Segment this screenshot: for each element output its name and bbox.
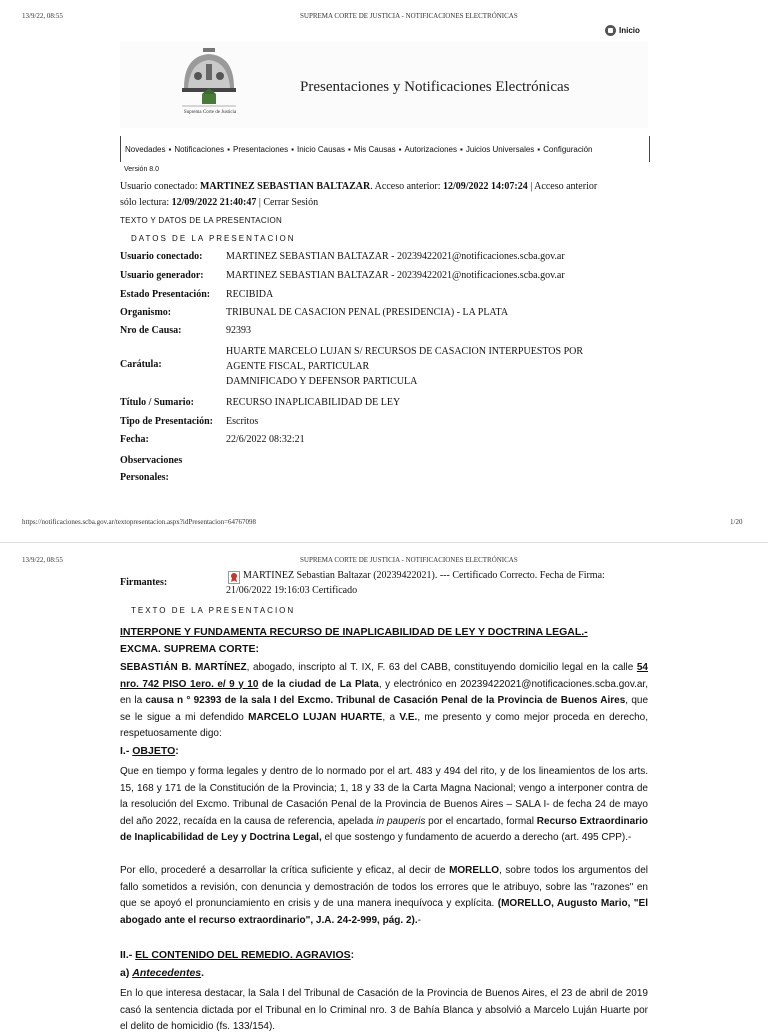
section-number: II.- xyxy=(120,949,136,961)
paragraph-intro xyxy=(120,660,648,743)
recurso-name: Recurso Extraordinario de Inaplicabilidad de Ley y Doctrina Legal, xyxy=(120,815,648,843)
user-name: MARTINEZ SEBASTIAN BALTAZAR xyxy=(199,181,371,192)
field-value-usuario-conectado: MARTINEZ SEBASTIAN BALTAZAR - 20239422021@notificaciones.scba.gov.ar xyxy=(226,251,565,262)
in-pauperis: in pauperis xyxy=(376,815,426,827)
field-label-tipo: Tipo de Presentación: xyxy=(120,416,213,427)
texto-title: TEXTO DE LA PRESENTACION xyxy=(131,606,296,615)
field-label-organismo: Organismo: xyxy=(120,307,172,318)
nav-configuracion[interactable]: Configuración xyxy=(543,144,593,154)
field-value-usuario-generador: MARTINEZ SEBASTIAN BALTAZAR - 20239422021@notificaciones.scba.gov.ar xyxy=(226,270,565,281)
caratula-line: DAMNIFICADO Y DEFENSOR PARTICULA xyxy=(226,376,418,387)
footer-url: https://notificaciones.scba.gov.ar/textopresentacion.aspx?idPresentacion=64767098 xyxy=(22,518,257,526)
nav-novedades[interactable]: Novedades xyxy=(125,144,166,154)
field-value-tipo: Escritos xyxy=(226,416,259,427)
print-date: 13/9/22, 08:55 xyxy=(22,12,63,20)
field-label-usuario-conectado: Usuario conectado: xyxy=(120,251,203,262)
subsection-antecedentes xyxy=(120,967,204,979)
field-value-estado: RECIBIDA xyxy=(226,289,274,300)
field-label-observaciones: Observaciones Personales: xyxy=(120,455,183,483)
field-label-estado: Estado Presentación: xyxy=(120,289,211,300)
main-nav: Novedades ▪ Notificaciones ▪ Presentaciones ▪ Inicio Causas ▪ Mis Causas ▪ Autorizaciones ▪ Juicios Universales ▪ Configuración xyxy=(120,136,650,162)
nav-juicios-universales[interactable]: Juicios Universales xyxy=(465,144,535,154)
ve-abbrev: V.E. xyxy=(399,711,418,723)
inicio-button[interactable] xyxy=(605,25,640,36)
text-run: , sobre todos los argumentos del fallo sometidos a revisión, con denuncia y demostración de todos los errores que le atribuyo, sobre las "razones" en que se apoyó el pronunciamiento en crisis y de una manera inequívoca y explícita. xyxy=(120,865,648,909)
text-run: Por ello, procederé a desarrollar la crítica suficiente y eficaz, al decir de xyxy=(120,865,450,876)
doc-heading: INTERPONE Y FUNDAMENTA RECURSO DE INAPLICABILIDAD DE LEY Y DOCTRINA LEGAL.- xyxy=(120,626,588,638)
section-title: OBJETO xyxy=(132,745,176,757)
citation: (MORELLO, Augusto Mario, "El abogado ante el recurso extraordinario", J.A. 24-2-999, pág. 2). xyxy=(120,898,648,926)
section-agravios xyxy=(120,949,354,961)
print-date: 13/9/22, 08:55 xyxy=(22,556,63,564)
field-label-fecha: Fecha: xyxy=(120,434,149,445)
text-run: , y electrónico en 20239422021@notificaciones.scba.gov.ar, en la xyxy=(120,678,648,706)
subsection-dot: . xyxy=(201,967,205,979)
field-label-usuario-generador: Usuario generador: xyxy=(120,270,204,281)
nav-inicio-causas[interactable]: Inicio Causas xyxy=(296,144,346,154)
text-run: el que sostengo y fundamento de acuerdo a derecho (art. 495 CPP).- xyxy=(321,832,632,843)
page-divider xyxy=(0,542,768,543)
logo-caption: Suprema Corte de Justicia xyxy=(183,110,237,115)
section-colon: : xyxy=(350,949,355,961)
user-prefix: Usuario conectado: xyxy=(120,181,200,192)
print-title: SUPREMA CORTE DE JUSTICIA - NOTIFICACIONES ELECTRÓNICAS xyxy=(300,12,518,20)
firmantes-line1: MARTINEZ Sebastian Baltazar (20239422021). --- Certificado Correcto. Fecha de Firma: xyxy=(243,570,605,581)
firmantes-label: Firmantes: xyxy=(120,577,168,588)
field-label-titulo: Título / Sumario: xyxy=(120,397,194,408)
paragraph-objeto xyxy=(120,764,648,847)
access-label: . Acceso anterior: xyxy=(370,181,443,192)
defendido-name: MARCELO LUJAN HUARTE xyxy=(248,711,383,723)
footer-page: 1/20 xyxy=(730,518,743,526)
field-value-titulo: RECURSO INAPLICABILIDAD DE LEY xyxy=(226,397,401,408)
nav-mis-causas[interactable]: Mis Causas xyxy=(353,144,396,154)
subsection-letter: a) xyxy=(120,967,133,979)
section-title: EL CONTENIDO DEL REMEDIO. AGRAVIOS xyxy=(135,949,351,961)
text-run: , que se le sigue a mi defendido xyxy=(120,695,649,723)
nav-autorizaciones[interactable]: Autorizaciones xyxy=(404,144,457,154)
morello-name: MORELLO xyxy=(449,865,500,876)
text-run: - xyxy=(417,914,421,926)
access-suffix: | Acceso anterior xyxy=(527,181,598,192)
home-icon xyxy=(605,25,616,36)
nav-notificaciones[interactable]: Notificaciones xyxy=(174,144,225,154)
logout-link[interactable]: | Cerrar Sesión xyxy=(256,197,319,208)
site-title: Presentaciones y Notificaciones Electrónicas xyxy=(300,79,570,95)
caratula-line: HUARTE MARCELO LUJAN S/ RECURSOS DE CASACION INTERPUESTOS POR xyxy=(226,346,584,357)
field-value-fecha: 22/6/2022 08:32:21 xyxy=(226,434,305,445)
text-run: , abogado, inscripto al T. IX, F. 63 del CABB, constituyendo domicilio legal en la calle xyxy=(246,662,637,673)
section-title: TEXTO Y DATOS DE LA PRESENTACION xyxy=(120,216,283,225)
legal-address: 54 nro. 742 PISO 1ero. e/ 9 y 10 xyxy=(120,662,648,690)
text-run: de la ciudad de La Plata xyxy=(258,678,379,690)
paragraph-antecedentes: En lo que interesa destacar, la Sala I del Tribunal de Casación de la Provincia de Buenos Aires, el 23 de abril de 2019 casó la sentencia dictada por el Tribunal en lo Criminal nro. 3 de Bahía Blanca y absolvió a Marcelo Luján Huarte por el delito de homicidio (fs. 133/154). xyxy=(120,988,648,1032)
causa-ref: causa n ° 92393 de la sala I del Excmo. Tribunal de Casación Penal de la Provincia de Buenos Aires xyxy=(145,695,626,706)
nav-presentaciones[interactable]: Presentaciones xyxy=(232,144,289,154)
doc-addressee: EXCMA. SUPREMA CORTE: xyxy=(120,643,260,655)
certificate-icon xyxy=(228,571,240,584)
last-access: 12/09/2022 14:07:24 xyxy=(442,181,528,192)
author-name: SEBASTIÁN B. MARTÍNEZ xyxy=(120,662,247,673)
field-value-caratula xyxy=(226,344,583,389)
text-run: , a xyxy=(382,711,400,723)
field-label-nro-causa: Nro de Causa: xyxy=(120,325,182,336)
version-label: Versión 8.0 xyxy=(124,166,160,173)
user-session-line2 xyxy=(120,197,318,208)
text-run: Que en tiempo y forma legales y dentro de lo normado por el art. 483 y 494 del rito, y de los lineamientos de los arts. 15, 168 y 171 de la Constitución de la Provincia; 1, 18 y 33 de la Carta Magna Nacional; vengo a interponer contra de la resolución del Excmo. Tribunal de Casación Penal de la Provincia de Buenos Aires – SALA I- de fecha 24 de mayo del año 2022, recaída en la causa de referencia, apelada xyxy=(120,766,648,827)
text-run: , me presento y como mejor proceda en derecho, respetuosamente digo: xyxy=(120,711,649,739)
section-colon: : xyxy=(175,745,179,757)
paragraph-morello xyxy=(120,863,648,929)
readonly-label: sólo lectura: xyxy=(120,197,172,208)
field-label-caratula: Carátula: xyxy=(120,359,162,370)
subsection-title: Antecedentes xyxy=(132,967,202,979)
datos-title: DATOS DE LA PRESENTACION xyxy=(131,234,296,243)
field-value-organismo: TRIBUNAL DE CASACION PENAL (PRESIDENCIA) - LA PLATA xyxy=(226,307,509,318)
print-title: SUPREMA CORTE DE JUSTICIA - NOTIFICACIONES ELECTRÓNICAS xyxy=(300,556,518,564)
last-readonly: 12/09/2022 21:40:47 xyxy=(171,197,257,208)
caratula-line: AGENTE FISCAL, PARTICULAR xyxy=(226,361,370,372)
user-session-line1 xyxy=(120,181,650,192)
field-value-nro-causa: 92393 xyxy=(226,325,251,336)
section-number: I.- xyxy=(120,745,133,757)
section-objeto xyxy=(120,745,179,757)
firmantes-line2: 21/06/2022 19:16:03 Certificado xyxy=(226,585,358,596)
inicio-label: Inicio xyxy=(619,26,640,35)
text-run: por el encartado, formal xyxy=(425,815,537,827)
